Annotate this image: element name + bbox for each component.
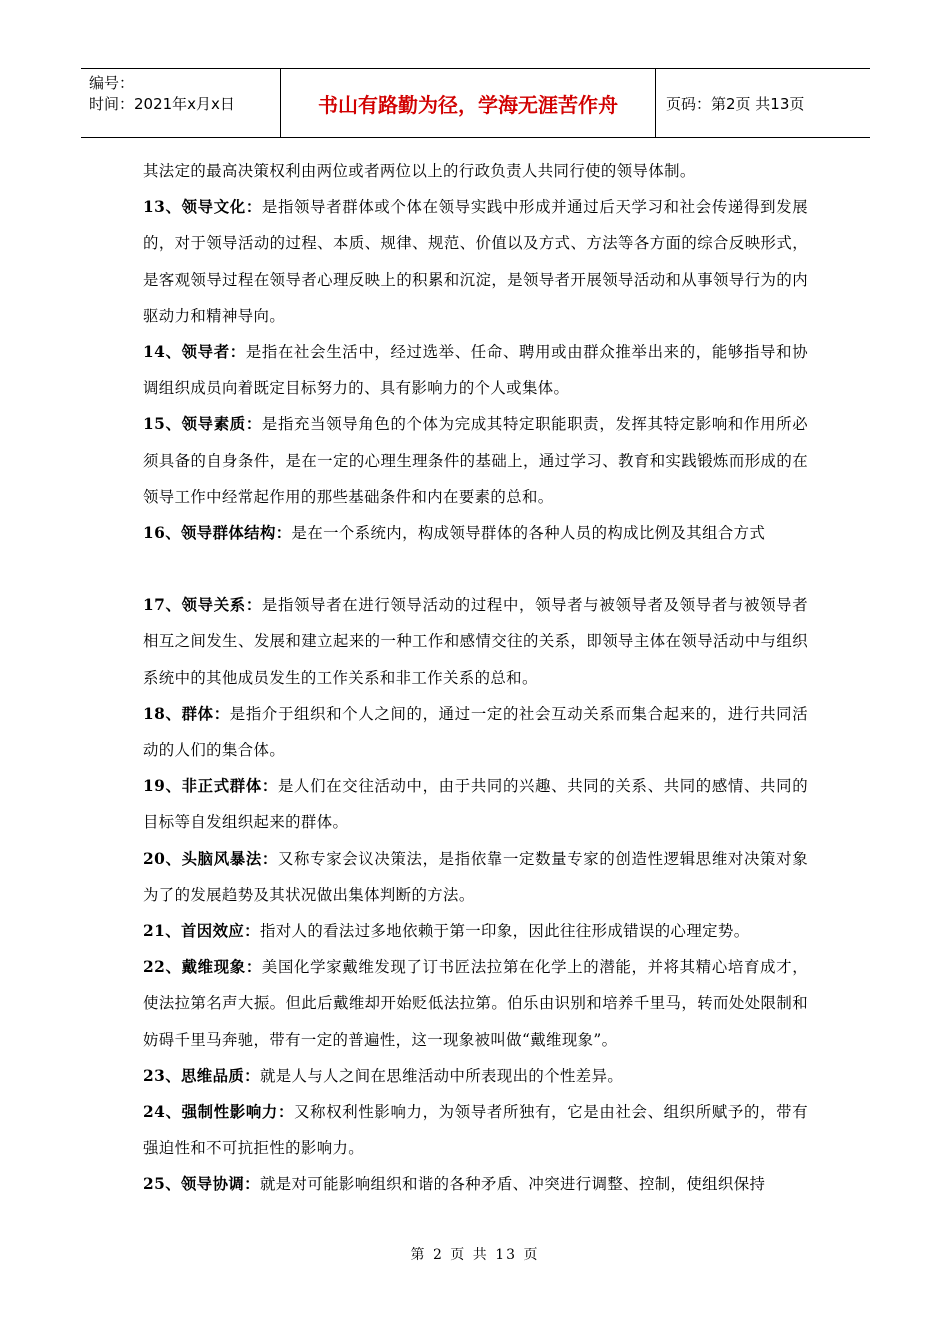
entry-16 — [143, 515, 808, 551]
entry-text: 是人们在交往活动中，由于共同的兴趣、共同的关系、共同的感情、共同的目标等自发组织起来的群体。 — [143, 777, 808, 832]
entry-text: 就是人与人之间在思维活动中所表现出的个性差异。 — [259, 1066, 624, 1085]
entry-text: 是在一个系统内，构成领导群体的各种人员的构成比例及其组合方式 — [291, 524, 766, 543]
entry-text: 指对人的看法过多地依赖于第一印象，因此往往形成错误的心理定势。 — [259, 922, 750, 941]
entry-24 — [143, 1094, 808, 1166]
entry-13 — [143, 189, 808, 334]
entry-19 — [143, 768, 808, 840]
entry-25 — [143, 1166, 808, 1202]
entry-term: 16、领导群体结构： — [143, 524, 292, 543]
document-body — [143, 153, 808, 1203]
entry-term: 15、领导素质： — [143, 415, 262, 434]
entry-text: 又称专家会议决策法，是指依靠一定数量专家的创造性逻辑思维对决策对象为了的发展趋势及其状况做出集体判断的方法。 — [143, 849, 808, 904]
entry-text: 又称权利性影响力，为领导者所独有，它是由社会、组织所赋予的，带有强迫性和不可抗拒性的影响力。 — [143, 1103, 808, 1158]
entry-text: 是指介于组织和个人之间的，通过一定的社会互动关系而集合起来的，进行共同活动的人们的集合体。 — [143, 704, 808, 760]
entry-term: 22、戴维现象： — [143, 958, 262, 977]
entry-term: 20、头脑风暴法： — [143, 849, 278, 868]
entry-21 — [143, 913, 808, 949]
entry-17 — [143, 587, 808, 696]
header-motto: 书山有路勤为径，学海无涯苦作舟 — [281, 69, 656, 137]
entry-term: 23、思维品质： — [143, 1066, 260, 1085]
entry-term: 18、群体： — [143, 704, 230, 723]
date-label: 时间：2021年x月x日 — [89, 95, 235, 113]
entry-term: 13、领导文化： — [143, 198, 262, 217]
header-meta — [81, 69, 281, 137]
entry-18 — [143, 696, 808, 768]
entry-term: 21、首因效应： — [143, 922, 260, 941]
entry-text: 是指领导者群体或个体在领导实践中形成并通过后天学习和社会传递得到发展的，对于领导活动的过程、本质、规律、规范、价值以及方式、方法等各方面的综合反映形式，是客观领导过程在领导者心理反映上的积累和沉淀，是领导者开展领导活动和从事领导行为的内驱动力和精神导向。 — [143, 198, 808, 325]
entry-14 — [143, 334, 808, 406]
intro-paragraph: 其法定的最高决策权利由两位或者两位以上的行政负责人共同行使的领导体制。 — [143, 162, 696, 180]
entry-text: 就是对可能影响组织和谐的各种矛盾、冲突进行调整、控制，使组织保持 — [259, 1175, 766, 1194]
entry-text: 美国化学家戴维发现了订书匠法拉第在化学上的潜能，并将其精心培育成才，使法拉第名声大振。但此后戴维却开始贬低法拉第。伯乐由识别和培养千里马，转而处处限制和妨碍千里马奔驰，带有一定的普遍性，这一现象被叫做“戴维现象”。 — [143, 958, 808, 1049]
entry-23 — [143, 1058, 808, 1094]
page-footer: 第 2 页 共 13 页 — [410, 1247, 540, 1263]
entry-term: 14、领导者： — [143, 343, 246, 362]
blank-line — [143, 551, 808, 587]
entry-text: 是指在社会生活中，经过选举、任命、聘用或由群众推举出来的，能够指导和协调组织成员向着既定目标努力的、具有影响力的个人或集体。 — [143, 343, 808, 398]
page-header — [81, 68, 870, 138]
entry-text: 是指充当领导角色的个体为完成其特定职能职责，发挥其特定影响和作用所必须具备的自身条件，是在一定的心理生理条件的基础上，通过学习、教育和实践锻炼而形成的在领导工作中经常起作用的那些基础条件和内在要素的总和。 — [143, 415, 808, 506]
header-page-label: 页码：第2页 共13页 — [666, 94, 805, 113]
entry-term: 17、领导关系： — [143, 596, 262, 615]
entry-15 — [143, 406, 808, 515]
entry-term: 19、非正式群体： — [143, 777, 278, 796]
entry-term: 25、领导协调： — [143, 1175, 260, 1194]
number-label: 编号： — [89, 74, 135, 92]
entry-term: 24、强制性影响力： — [143, 1103, 295, 1122]
entry-22 — [143, 949, 808, 1058]
entry-20 — [143, 841, 808, 913]
entry-text: 是指领导者在进行领导活动的过程中，领导者与被领导者及领导者与被领导者相互之间发生、发展和建立起来的一种工作和感情交往的关系，即领导主体在领导活动中与组织系统中的其他成员发生的工作关系和非工作关系的总和。 — [143, 596, 808, 687]
